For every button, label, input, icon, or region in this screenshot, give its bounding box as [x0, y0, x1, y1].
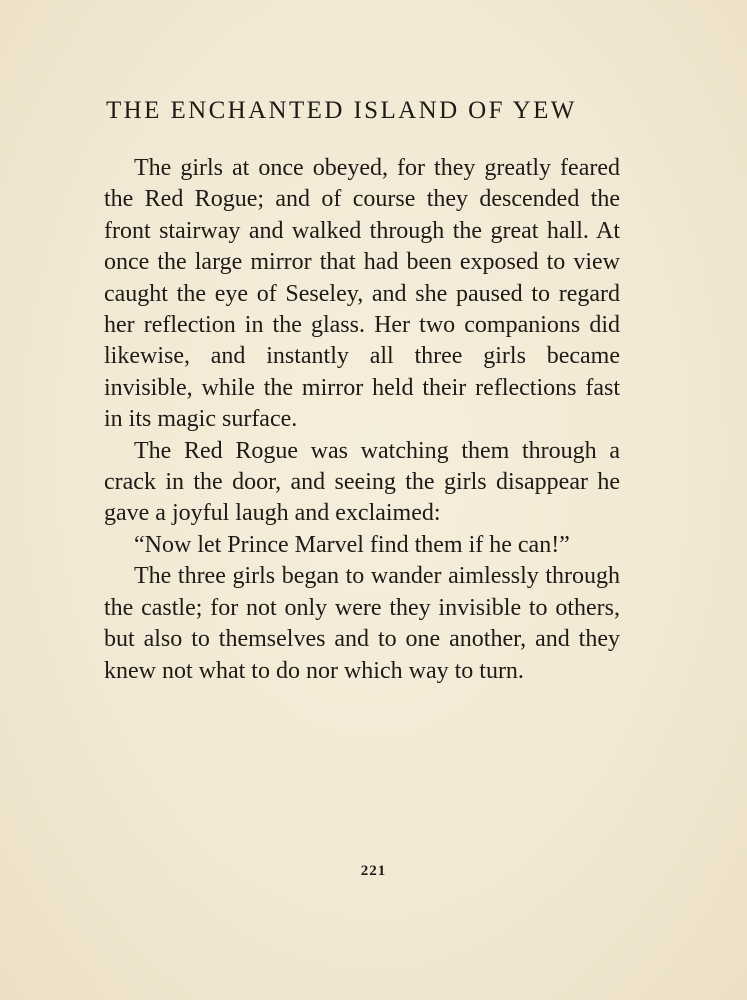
paragraph-2: The Red Rogue was watching them through a crack in the door, and seeing the girls disappear he gave a joyful laugh and exclaimed:: [104, 437, 620, 527]
paragraph-1: The girls at once obeyed, for they greatly feared the Red Rogue; and of course they descended the front stairway and walked through the great hall. At once the large mirror that had been exposed to view caught the eye of Seseley, and she paused to regard her reflection in the glass. Her two companions did likewise, and instantly all three girls became invisible, while the mirror held their reflections fast in its magic surface.: [104, 155, 620, 433]
paragraph-4: The three girls began to wander aimlessly through the castle; for not only were they invisible to others, but also to themselves and to one another, and they knew not what to do nor which way to turn.: [104, 563, 620, 684]
running-head: THE ENCHANTED ISLAND OF YEW: [106, 97, 577, 124]
page-number: 221: [360, 863, 387, 879]
paragraph-3: “Now let Prince Marvel find them if he can!”: [134, 531, 570, 558]
body-text: [104, 153, 620, 687]
